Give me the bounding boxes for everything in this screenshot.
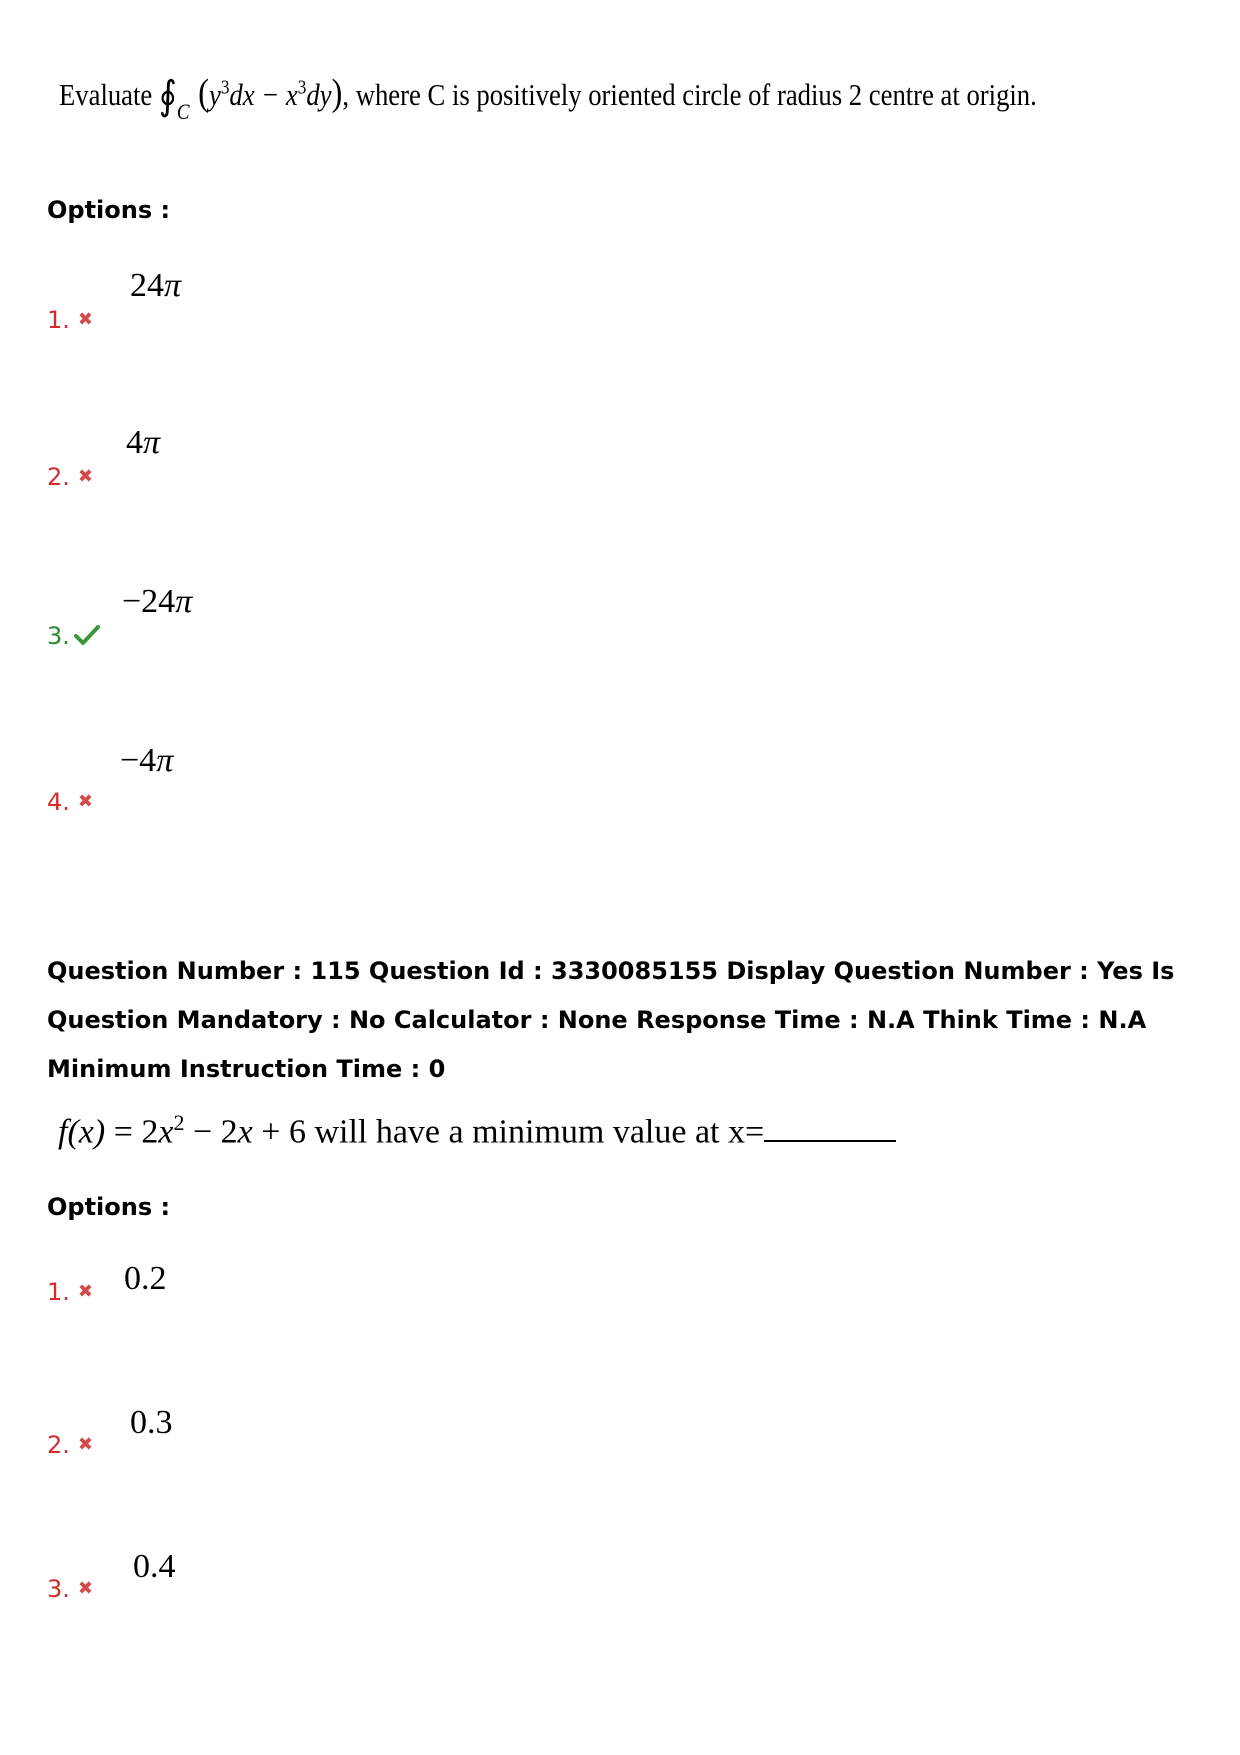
option-3[interactable] xyxy=(47,622,100,652)
option-value xyxy=(126,424,160,462)
option-number: 1. xyxy=(47,1278,70,1306)
open-paren: ( xyxy=(198,72,209,114)
option-2[interactable] xyxy=(47,1431,93,1459)
option-number: 4. xyxy=(47,788,70,816)
eq-part-3: + 6 will have a minimum value at x= xyxy=(252,1113,765,1151)
stem-evaluate-word: Evaluate xyxy=(59,77,153,112)
pi-symbol: π xyxy=(143,424,161,461)
integrand-dx: dx − x xyxy=(229,77,298,112)
integrand-dy: dy xyxy=(306,77,332,112)
integrand-y: y xyxy=(208,77,221,112)
option-3[interactable] xyxy=(47,1575,93,1603)
eq-part-1: = 2 xyxy=(105,1113,159,1151)
option-number: 3. xyxy=(47,1575,70,1603)
exponent-x: 3 xyxy=(297,76,307,99)
cross-icon: ✖ xyxy=(77,1434,93,1455)
pi-symbol: π xyxy=(164,267,182,304)
option-value-coef: 4 xyxy=(126,424,143,461)
x-var-1: x xyxy=(158,1113,174,1151)
option-value: 0.2 xyxy=(124,1260,167,1297)
answer-blank xyxy=(764,1114,896,1142)
option-number: 1. xyxy=(47,306,70,334)
question-2-stem xyxy=(58,1110,896,1151)
question-1-stem xyxy=(59,68,1037,138)
option-value xyxy=(120,742,173,780)
pi-symbol: π xyxy=(175,583,193,620)
check-icon xyxy=(74,625,100,649)
stem-tail: , where C is positively oriented circle of radius 2 centre at origin. xyxy=(342,77,1037,112)
option-value xyxy=(130,267,181,305)
cross-icon: ✖ xyxy=(77,1578,93,1599)
pi-symbol: π xyxy=(156,742,174,779)
x-var-2: x xyxy=(237,1113,253,1151)
option-number: 2. xyxy=(47,463,70,491)
option-4[interactable] xyxy=(47,788,93,816)
option-value: 0.3 xyxy=(130,1404,173,1441)
fx-symbol: f xyxy=(58,1113,68,1151)
option-2[interactable] xyxy=(47,463,93,491)
option-value-coef: −24 xyxy=(122,583,176,620)
option-value xyxy=(122,583,192,621)
cross-icon: ✖ xyxy=(77,309,93,330)
contour-integral-icon: ∮ xyxy=(158,73,177,118)
contour-subscript: C xyxy=(176,99,190,124)
cross-icon: ✖ xyxy=(77,1281,93,1302)
question-2-meta: Question Number : 115 Question Id : 3330085155 Display Question Number : Yes Is Question Mandatory : No Calculator : None Response Time : N.A Think Time : N.A Minimum Instruction Time : 0 xyxy=(47,957,1175,1083)
option-1[interactable] xyxy=(47,306,93,334)
cross-icon: ✖ xyxy=(77,791,93,812)
option-value-coef: 24 xyxy=(130,267,164,304)
option-number: 3. xyxy=(47,622,70,650)
eq-part-2: − 2 xyxy=(184,1113,238,1151)
options-label: Options : xyxy=(47,196,171,224)
exponent-y: 3 xyxy=(220,76,230,99)
option-value: 0.4 xyxy=(133,1548,176,1585)
option-number: 2. xyxy=(47,1431,70,1459)
exponent-2: 2 xyxy=(173,1110,185,1135)
fx-arg: (x) xyxy=(67,1113,106,1151)
option-value-coef: −4 xyxy=(120,742,157,779)
cross-icon: ✖ xyxy=(77,466,93,487)
option-1[interactable] xyxy=(47,1278,93,1306)
options-label: Options : xyxy=(47,1193,171,1221)
close-paren: ) xyxy=(331,72,343,114)
